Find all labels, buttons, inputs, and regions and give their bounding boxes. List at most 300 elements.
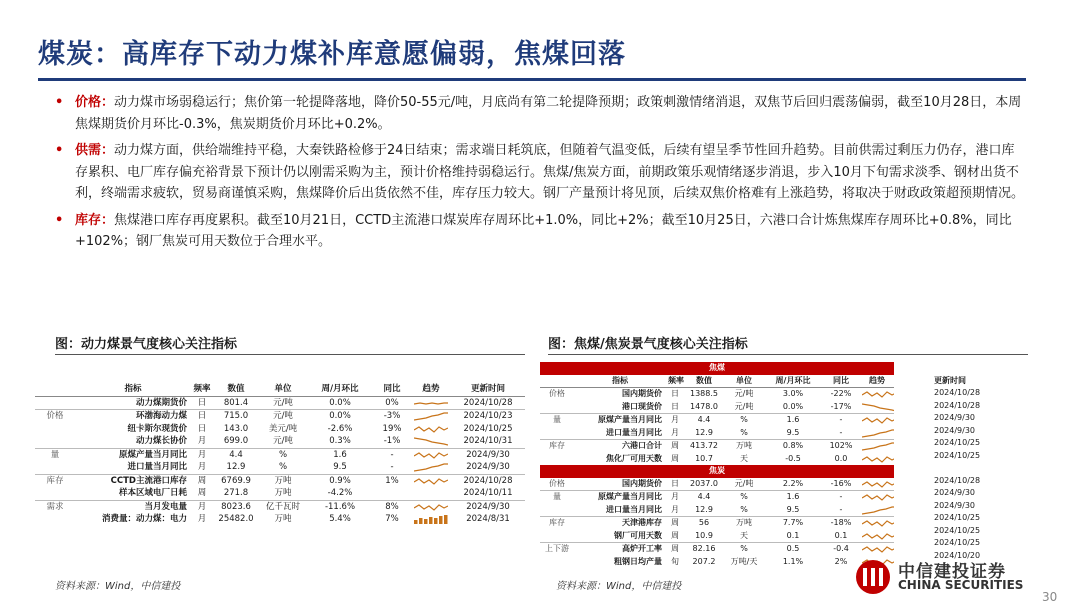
frequency: 月 [197, 436, 207, 447]
indicator-name: 消费量：动力煤：电力 [101, 514, 187, 525]
right-figure-source: 资料来源：Wind，中信建投 [556, 581, 682, 592]
yoy-change: - [839, 504, 843, 514]
table-row [540, 491, 932, 504]
period-change: 0.0% [329, 397, 351, 408]
thermal-coal-table [35, 383, 525, 526]
table-row [540, 414, 932, 427]
trend-cell [411, 410, 451, 423]
value: 4.4 [684, 491, 724, 504]
frequency: 月 [197, 514, 207, 525]
sparkline-line [862, 482, 894, 487]
indicator-name: 原煤产量当月同比 [574, 491, 666, 504]
yoy-change: -18% [822, 517, 860, 530]
column-header: 数值 [213, 383, 259, 396]
yoy-change: - [822, 414, 860, 427]
indicator-name: 当月发电量 [75, 500, 191, 513]
yoy-change: -1% [383, 436, 401, 447]
value: 12.9 [695, 427, 713, 437]
yoy-change: -17% [830, 401, 852, 411]
indicator-name: 粗钢日均产量 [614, 556, 662, 566]
sparkline-line [862, 404, 894, 411]
sparkline-bar [439, 516, 443, 524]
sparkline-line [862, 507, 894, 514]
trend-sparkline [862, 531, 894, 541]
yoy-change: 19% [382, 423, 402, 434]
category-row [540, 362, 932, 375]
table-row [540, 401, 932, 414]
bullet-dot-icon: • [55, 95, 64, 110]
sparkline-bar [429, 517, 433, 524]
frequency: 月 [197, 462, 207, 473]
frequency: 日 [671, 401, 679, 411]
column-header: 同比 [822, 375, 860, 388]
unit: % [278, 462, 288, 473]
update-date: 2024/9/30 [934, 500, 976, 510]
period-change: 1.1% [782, 556, 804, 566]
indicator-name: 原煤产量当月同比 [75, 448, 191, 461]
sparkline-bar [419, 518, 423, 524]
column-header: 频率 [666, 375, 684, 388]
bullet-key: 供需： [75, 143, 115, 158]
update-date: 2024/9/30 [934, 413, 976, 422]
frequency: 月 [671, 427, 679, 437]
value: 207.2 [692, 556, 716, 566]
row-group: 库存 [540, 517, 574, 530]
trend-sparkline [862, 505, 894, 515]
frequency: 日 [671, 389, 679, 399]
frequency: 月 [666, 414, 684, 427]
left-figure-title: 图：动力煤景气度核心关注指标 [55, 337, 238, 352]
company-logo [856, 556, 1026, 596]
unit: % [724, 543, 764, 556]
sparkline-line [414, 413, 448, 420]
unit: 万吨 [259, 474, 307, 487]
yoy-change: - [373, 448, 411, 461]
row-group: 价格 [549, 389, 565, 399]
right-date-column [934, 362, 1014, 562]
period-change: 1.6 [307, 448, 373, 461]
period-change: 1.6 [764, 414, 822, 427]
period-change: -0.5 [785, 453, 801, 463]
period-change: 7.7% [764, 517, 822, 530]
trend-cell [860, 440, 894, 453]
row-group [540, 427, 574, 440]
trend-sparkline [862, 454, 894, 464]
period-change: 0.9% [307, 474, 373, 487]
table-row [540, 388, 932, 401]
trend-cell [860, 491, 894, 504]
frequency: 月 [666, 491, 684, 504]
trend-cell [860, 453, 894, 466]
period-change: 0.8% [764, 440, 822, 453]
row-group [540, 530, 574, 543]
table-row [35, 513, 525, 526]
unit: 万吨 [724, 517, 764, 530]
trend-sparkline [414, 398, 448, 408]
value: 25482.0 [218, 514, 254, 525]
update-date: 2024/10/25 [934, 438, 981, 447]
yoy-change [373, 487, 411, 500]
column-header: 频率 [191, 383, 213, 396]
update-date: 2024/10/28 [934, 400, 981, 410]
yoy-change: -0.4 [822, 543, 860, 556]
sparkline-line [414, 403, 448, 404]
sparkline-line [414, 438, 448, 445]
indicator-name: 原煤产量当月同比 [574, 414, 666, 427]
value: 2037.0 [690, 478, 718, 488]
indicator-name: 进口量当月同比 [606, 427, 662, 437]
table-row [540, 517, 932, 530]
bullet-dot-icon: • [55, 212, 64, 228]
value: 271.8 [223, 488, 249, 499]
trend-cell [411, 396, 451, 410]
sparkline-line [862, 392, 894, 397]
bullet-text: 焦煤港口库存再度累积。截至10月21日，CCTD主流港口煤炭库存周环比+1.0%，同比+2%；截至10月25日，六港口合计炼焦煤库存周环比+0.8%，同比+102%；钢厂焦炭可用天数位于合理水平。 [75, 212, 1012, 249]
row-group [540, 556, 574, 569]
unit: 元/吨 [734, 478, 754, 488]
frequency: 周 [666, 440, 684, 453]
bullet-text: 动力煤市场弱稳运行；焦价第一轮提降落地，降价50-55元/吨，月底尚有第二轮提降预期；政策刺激情绪消退，双焦节后回归震荡偏弱，截至10月28日，本周焦煤期货价月环比-0.3%，焦炭期货价月环比+0.2%。 [75, 95, 1022, 132]
indicator-name: 样本区域电厂日耗 [118, 488, 187, 499]
period-change: 9.5 [333, 462, 347, 473]
sparkline-bar [424, 519, 428, 524]
sparkline-line [862, 547, 894, 552]
logo-emblem-icon [856, 560, 890, 594]
trend-cell [411, 474, 451, 487]
trend-sparkline [862, 402, 894, 412]
trend-cell [411, 448, 451, 461]
sparkline-line [862, 443, 894, 450]
value: 6769.9 [213, 474, 259, 487]
update-date: 2024/10/25 [934, 450, 981, 460]
trend-cell [411, 423, 451, 436]
period-change: 1.6 [764, 491, 822, 504]
frequency: 日 [197, 397, 207, 408]
trend-sparkline [862, 518, 894, 528]
frequency: 旬 [671, 556, 679, 566]
trend-sparkline [862, 441, 894, 451]
frequency: 日 [671, 478, 679, 488]
yoy-change: 7% [385, 514, 399, 525]
bullet-supply-demand [55, 140, 1025, 205]
value: 10.7 [695, 453, 713, 463]
trend-sparkline [414, 450, 448, 460]
update-date: 2024/10/28 [463, 397, 513, 408]
table-row [35, 500, 525, 513]
title-underline [38, 78, 1026, 81]
trend-sparkline [414, 462, 448, 472]
trend-cell [411, 500, 451, 513]
unit: % [740, 504, 748, 514]
value: 1478.0 [690, 401, 718, 411]
yoy-change: - [390, 462, 394, 473]
value: 4.4 [684, 414, 724, 427]
yoy-change: -22% [830, 389, 852, 399]
update-date: 2024/10/20 [934, 550, 981, 560]
row-group: 量 [540, 414, 574, 427]
unit: 美元/吨 [268, 423, 298, 434]
bullet-key: 库存： [75, 212, 115, 228]
column-header: 指标 [574, 375, 666, 388]
sparkline-bar [444, 515, 448, 524]
trend-cell [411, 513, 451, 526]
trend-sparkline [414, 411, 448, 421]
indicator-name: 港口现货价 [622, 401, 662, 411]
unit: 天 [740, 530, 748, 540]
column-header: 单位 [259, 383, 307, 396]
unit: % [259, 448, 307, 461]
row-group [540, 401, 574, 414]
indicator-name: 国内期货价 [622, 478, 662, 488]
frequency: 月 [671, 504, 679, 514]
sparkline-line [862, 430, 894, 437]
update-date: 2024/9/30 [466, 462, 510, 473]
sparkline-line [414, 453, 448, 458]
update-date: 2024/9/30 [934, 488, 976, 497]
row-group: 库存 [35, 474, 75, 487]
update-date: 2024/9/30 [451, 448, 525, 461]
update-date: 2024/10/11 [463, 488, 513, 499]
update-date: 2024/9/30 [934, 425, 976, 435]
trend-cell [860, 478, 894, 491]
unit: 万吨 [274, 514, 292, 525]
value: 8023.6 [213, 500, 259, 513]
update-date: 2024/10/25 [463, 423, 513, 434]
frequency: 月 [191, 448, 213, 461]
bullet-text: 动力煤方面，供给端维持平稳，大秦铁路检修于24日结束；需求端日耗筑底，但随着气温变低，后续有望呈季节性回升趋势。目前供需过剩压力仍存，港口库存累积、电厂库存偏充裕背景下预计仍以刚需采购为主，预计价格维持弱稳运行。焦煤/焦炭方面，前期政策乐观情绪逐步消退，步入10月下旬需求淡季、钢材出货不利，终端需求疲软，贸易商谨慎采购，焦煤降价后出货依然不佳，库存压力较大。钢厂产量预计将见顶，后续双焦价格难有上涨趋势，将取决于财政政策超预期情况。 [75, 143, 1025, 201]
logo-en-text: CHINA SECURITIES [898, 578, 1024, 592]
column-header: 周/月环比 [307, 383, 373, 396]
indicator-name: 国内期货价 [622, 389, 662, 399]
trend-cell [860, 388, 894, 401]
yoy-change: -3% [373, 410, 411, 423]
value: 12.9 [226, 462, 246, 473]
period-change: 5.4% [329, 514, 351, 525]
left-figure-source: 资料来源：Wind，中信建投 [55, 581, 181, 592]
value: 143.0 [223, 423, 249, 434]
row-group: 库存 [540, 440, 574, 453]
value: 413.72 [684, 440, 724, 453]
period-change: -11.6% [307, 500, 373, 513]
update-date: 2024/10/25 [934, 513, 981, 522]
column-header: 单位 [724, 375, 764, 388]
header-group [540, 375, 574, 388]
unit: 天 [740, 453, 748, 463]
trend-cell [860, 427, 894, 440]
header-group [35, 383, 75, 396]
column-header: 更新时间 [451, 383, 525, 396]
value: 699.0 [223, 436, 249, 447]
indicator-name: 环渤海动力煤 [75, 410, 191, 423]
trend-sparkline [862, 479, 894, 489]
yoy-change: 0% [385, 397, 399, 408]
value: 56 [684, 517, 724, 530]
row-group: 量 [35, 448, 75, 461]
table-row [540, 504, 932, 517]
logo-cn-text: 中信建投证券 [898, 562, 1006, 582]
column-header: 趋势 [411, 383, 451, 396]
sparkline-line [414, 427, 448, 432]
sparkline-line [414, 505, 448, 510]
update-date: 2024/10/25 [934, 538, 981, 547]
category-label: 焦煤 [540, 362, 894, 375]
right-figure-title: 图：焦煤/焦炭景气度核心关注指标 [548, 337, 748, 352]
unit: % [724, 491, 764, 504]
indicator-name: 纽卡斯尔现货价 [127, 423, 187, 434]
table-row [35, 435, 525, 448]
sparkline-bar [414, 520, 418, 524]
indicator-name: 进口量当月同比 [606, 504, 662, 514]
value: 4.4 [213, 448, 259, 461]
yoy-change: 102% [822, 440, 860, 453]
column-header: 趋势 [860, 375, 894, 388]
indicator-name: CCTD主流港口库存 [75, 474, 191, 487]
period-change: 2.2% [782, 478, 804, 488]
table-header-row [540, 375, 932, 388]
trend-sparkline [862, 492, 894, 502]
update-date: 2024/8/31 [466, 514, 510, 525]
row-group [540, 504, 574, 517]
sparkline-line [862, 521, 894, 526]
sparkline-line [414, 464, 448, 471]
coking-coal-table [540, 362, 932, 568]
sparkline-line [862, 534, 894, 539]
trend-sparkline [862, 428, 894, 438]
unit: % [724, 414, 764, 427]
yoy-change: 1% [373, 474, 411, 487]
value: 12.9 [695, 504, 713, 514]
indicator-name: 六港口合计 [574, 440, 666, 453]
category-label: 焦炭 [540, 465, 894, 478]
period-change: 0.0% [782, 401, 804, 411]
bullet-dot-icon: • [55, 143, 64, 158]
column-header: 周/月环比 [764, 375, 822, 388]
unit: 亿千瓦时 [259, 500, 307, 513]
left-figure-rule [55, 354, 525, 355]
period-change: 0.0% [307, 410, 373, 423]
table-row [540, 427, 932, 440]
trend-cell [411, 435, 451, 448]
indicator-name: 钢厂可用天数 [614, 530, 662, 540]
unit: 万吨/天 [730, 556, 758, 566]
bullet-key: 价格： [75, 95, 115, 110]
bullet-list [55, 92, 1025, 258]
indicator-name: 天津港库存 [574, 517, 666, 530]
trend-sparkline [414, 514, 448, 524]
value: 801.4 [223, 397, 249, 408]
sparkline-line [862, 495, 894, 500]
update-date: 2024/10/28 [451, 474, 525, 487]
table-row [35, 461, 525, 474]
trend-sparkline [862, 415, 894, 425]
table-row [540, 530, 932, 543]
indicator-name: 进口量当月同比 [127, 462, 187, 473]
unit: 万吨 [724, 440, 764, 453]
indicator-name: 高炉开工率 [574, 543, 666, 556]
period-change: 3.0% [782, 389, 804, 399]
trend-sparkline [414, 488, 448, 498]
table-row [35, 396, 525, 410]
trend-cell [860, 543, 894, 556]
bullet-price [55, 92, 1025, 135]
update-date: 2024/9/30 [451, 500, 525, 513]
yoy-change: 2% [834, 556, 848, 566]
update-date: 2024/10/23 [451, 410, 525, 423]
unit: % [740, 427, 748, 437]
value: 10.9 [695, 530, 713, 540]
row-group [35, 435, 75, 448]
column-header: 更新时间 [934, 375, 966, 385]
period-change: -4.2% [327, 488, 353, 499]
table-row [540, 543, 932, 556]
page-number: 30 [1042, 590, 1058, 604]
frequency: 周 [197, 488, 207, 499]
column-header: 数值 [684, 375, 724, 388]
frequency: 日 [197, 423, 207, 434]
unit: 元/吨 [259, 410, 307, 423]
row-group: 量 [540, 491, 574, 504]
yoy-change: - [822, 491, 860, 504]
table-row [540, 478, 932, 491]
trend-sparkline [414, 502, 448, 512]
date-spacer [934, 362, 1014, 375]
table-header-row [35, 383, 525, 396]
yoy-change: 0.0 [834, 453, 848, 463]
value: 82.16 [684, 543, 724, 556]
category-row [540, 465, 932, 478]
period-change: 0.1 [786, 530, 800, 540]
period-change: 9.5 [786, 427, 800, 437]
update-date: 2024/10/25 [934, 525, 981, 535]
indicator-name: 动力煤期货价 [135, 397, 187, 408]
right-figure-rule [548, 354, 1028, 355]
period-change: 0.3% [329, 436, 351, 447]
trend-sparkline [414, 436, 448, 446]
trend-cell [860, 530, 894, 543]
unit: 元/吨 [273, 436, 293, 447]
period-change: 9.5 [786, 504, 800, 514]
trend-sparkline [862, 544, 894, 554]
column-header: 指标 [75, 383, 191, 396]
trend-cell [860, 414, 894, 427]
row-group [35, 487, 75, 500]
trend-cell [411, 487, 451, 500]
trend-cell [860, 517, 894, 530]
row-group: 上下游 [540, 543, 574, 556]
frequency: 周 [666, 517, 684, 530]
indicator-name: 焦化厂可用天数 [606, 453, 662, 463]
frequency: 周 [671, 453, 679, 463]
row-group: 价格 [35, 410, 75, 423]
table-row [35, 474, 525, 487]
unit: 元/吨 [273, 397, 293, 408]
update-date: 2024/10/28 [934, 475, 981, 485]
sparkline-line [414, 479, 448, 484]
update-date: 2024/10/28 [934, 388, 981, 397]
row-group: 需求 [35, 500, 75, 513]
table-row [35, 423, 525, 436]
value: 1388.5 [690, 389, 718, 399]
trend-sparkline [414, 476, 448, 486]
unit: 万吨 [274, 488, 292, 499]
indicator-name: 动力煤长协价 [135, 436, 187, 447]
frequency: 日 [191, 410, 213, 423]
row-group: 价格 [549, 478, 565, 488]
frequency: 周 [191, 474, 213, 487]
update-date: 2024/10/31 [463, 436, 513, 447]
row-group [35, 513, 75, 526]
table-row [35, 410, 525, 423]
